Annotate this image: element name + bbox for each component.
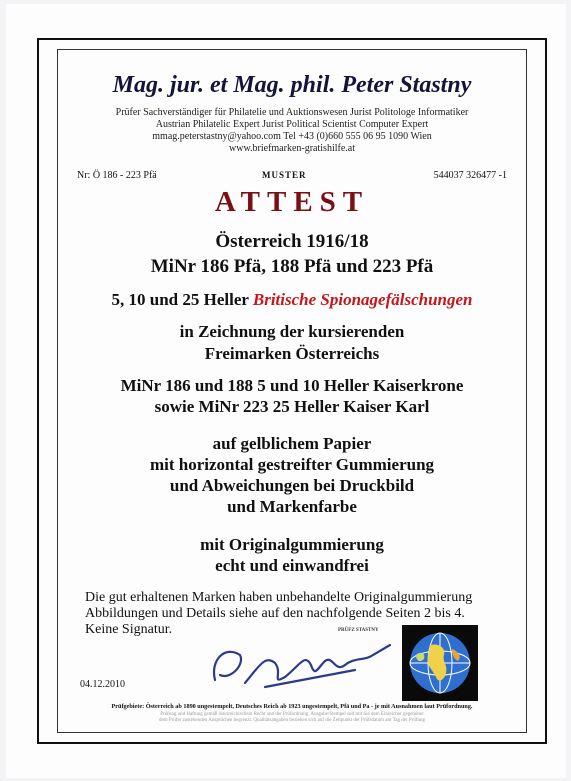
hologram-mark: PRÜFZ STASTNY — [338, 628, 379, 633]
expert-details — [57, 107, 527, 155]
subject-line-10: und Abweichungen bei Druckbild — [169, 476, 415, 495]
certificate-id: 544037 326477 -1 — [433, 170, 507, 181]
expert-line-3: mmag.peterstastny@yahoo.com Tel +43 (0)660 555 06 95 1090 Wien — [152, 131, 432, 142]
globe-hologram-icon — [402, 625, 478, 701]
subject-line-6: MiNr 186 und 188 5 und 10 Heller Kaiserkrone — [120, 376, 464, 395]
muster-label: MUSTER — [262, 170, 307, 180]
signature-image — [205, 625, 405, 695]
subject-line-2: MiNr 186 Pfä, 188 Pfä und 223 Pfä — [150, 256, 434, 277]
footer-disclaimer-line-2: dem Prüfer zustehenden Ansprüchen begrenzt. Qualitätsangaben beziehen sich auf die Zeitpunkt der Prüfsdatum am Tag der Prüfung — [158, 718, 425, 723]
remarks-line-2: Abbildungen und Details siehe auf den nachfolgende Seiten 2 bis 4. — [85, 606, 465, 621]
subject-line-9: mit horizontal gestreifter Gummierung — [149, 455, 435, 474]
expert-name: Mag. jur. et Mag. phil. Peter Stastny — [112, 72, 472, 98]
footer-scope: Prüfgebiete: Österreich ab 1890 ungestempelt, Deutsches Reich ab 1923 ungestempelt, Pfä und Pa - je mit Ausnahmen laut Prüfordnung. — [111, 703, 473, 710]
subject-line-3-prefix: 5, 10 und 25 Heller — [111, 290, 253, 309]
footer-disclaimer-line-1: Prüfung und Haftung gemäß österreichischem Recht und der Prüfordnung. Ausgabe/Stempel soll mit Sie dem Einreicher gegenüber — [160, 712, 424, 717]
expert-line-2: Austrian Philatelic Expert Jurist Political Scientist Computer Expert — [155, 119, 429, 130]
document-title: ATTEST — [214, 186, 370, 218]
subject-line-1: Österreich 1916/18 — [215, 231, 369, 252]
subject-line-12: mit Originalgummierung — [200, 535, 384, 554]
expert-line-4: www.briefmarken-gratishilfe.at — [229, 143, 355, 154]
subject-line-11: und Markenfarbe — [227, 497, 357, 516]
subject-line-3 — [57, 290, 527, 310]
subject-line-13: echt und einwandfrei — [215, 556, 369, 575]
issue-date: 04.12.2010 — [80, 679, 125, 690]
remarks-line-1: Die gut erhaltenen Marken haben unbehandelte Originalgummierung — [85, 590, 473, 605]
footer-disclaimer — [57, 712, 527, 724]
forgery-highlight: Britische Spionagefälschungen — [252, 290, 473, 309]
subject-line-4: in Zeichnung der kursierenden — [179, 322, 405, 341]
expert-line-1: Prüfer Sachverständiger für Philatelie und Auktionswesen Jurist Politologe Informatiker — [115, 107, 469, 118]
remarks-line-3: Keine Signatur. — [85, 622, 173, 637]
reference-number: Nr: Ö 186 - 223 Pfä — [77, 170, 157, 181]
subject-line-5: Freimarken Österreichs — [204, 344, 380, 363]
subject-line-8: auf gelblichem Papier — [212, 434, 372, 453]
subject-line-7: sowie MiNr 223 25 Heller Kaiser Karl — [154, 397, 430, 416]
